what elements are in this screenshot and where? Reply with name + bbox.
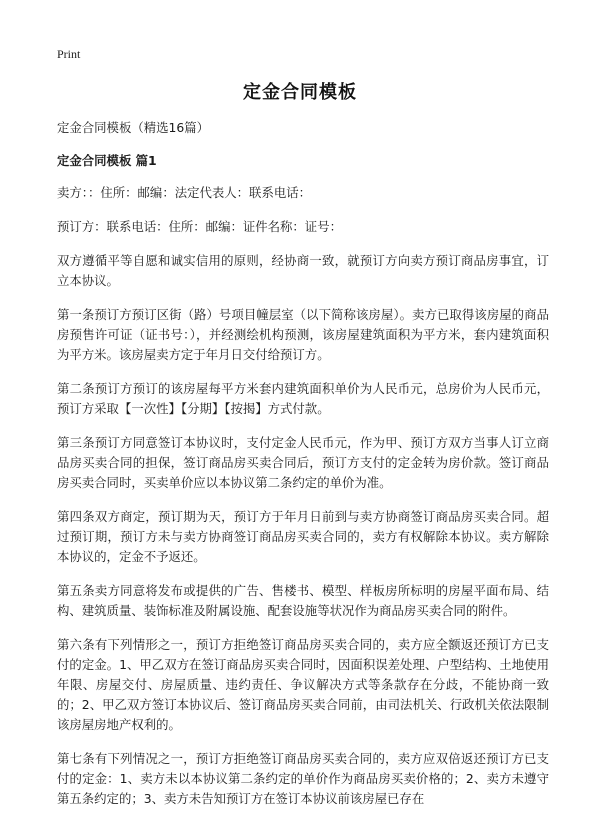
print-label: Print [57,47,81,61]
page-title: 定金合同模板 [243,82,357,103]
document-body [57,118,549,823]
article-3-paragraph: 第三条预订方同意签订本协议时，支付定金人民币元，作为甲、预订方双方当事人订立商品房买卖合同的担保，签订商品房买卖合同后，预订方支付的定金转为房价款。签订商品房买卖合同时，买卖单价应以本协议第二条约定的单价为准。 [57,435,549,490]
document-subtitle: 定金合同模板（精选16篇） [57,120,210,135]
article-2-paragraph: 第二条预订方预订的该房屋每平方米套内建筑面积单价为人民币元，总房价为人民币元，预订方采取【一次性】【分期】【按揭】方式付款。 [57,381,549,416]
article-1-paragraph: 第一条预订方预订区街（路）号项目幢层室（以下简称该房屋）。卖方已取得该房屋的商品房预售许可证（证书号：），并经测绘机构预测，该房屋建筑面积为平方米，套内建筑面积为平方米。该房屋卖方定于年月日交付给预订方。 [57,307,549,362]
party-seller-line: 卖方：：住所：邮编：法定代表人：联系电话： [57,185,312,200]
article-5-paragraph: 第五条卖方同意将发布或提供的广告、售楼书、模型、样板房所标明的房屋平面布局、结构、建筑质量、装饰标准及附属设施、配套设施等状况作为商品房买卖合同的附件。 [57,583,549,618]
preamble-paragraph: 双方遵循平等自愿和诚实信用的原则，经协商一致，就预订方向卖方预订商品房事宜，订立本协议。 [57,253,549,288]
article-4-paragraph: 第四条双方商定，预订期为天，预订方于年月日前到与卖方协商签订商品房买卖合同。超过预订期，预订方未与卖方协商签订商品房买卖合同的，卖方有权解除本协议。卖方解除本协议的，定金不予返还。 [57,509,549,564]
party-buyer-line: 预订方：联系电话：住所：邮编：证件名称：证号： [57,219,342,234]
article-6-paragraph: 第六条有下列情形之一，预订方拒绝签订商品房买卖合同的，卖方应全额返还预订方已支付的定金。1、甲乙双方在签订商品房买卖合同时，因面积误差处理、户型结构、土地使用年限、房屋交付、房屋质量、违约责任、争议解决方式等条款存在分歧，不能协商一致的；2、甲乙双方签订本协议后、签订商品房买卖合同前，由司法机关、行政机关依法限制该房屋房地产权利的。 [57,637,549,732]
article-7-paragraph: 第七条有下列情况之一，预订方拒绝签订商品房买卖合同的，卖方应双倍返还预订方已支付的定金：1、卖方未以本协议第二条约定的单价作为商品房买卖价格的；2、卖方未遵守第五条约定的；3、卖方未告知预订方在签订本协议前该房屋已存在 [57,751,549,806]
section-heading: 定金合同模板 篇1 [57,153,157,168]
